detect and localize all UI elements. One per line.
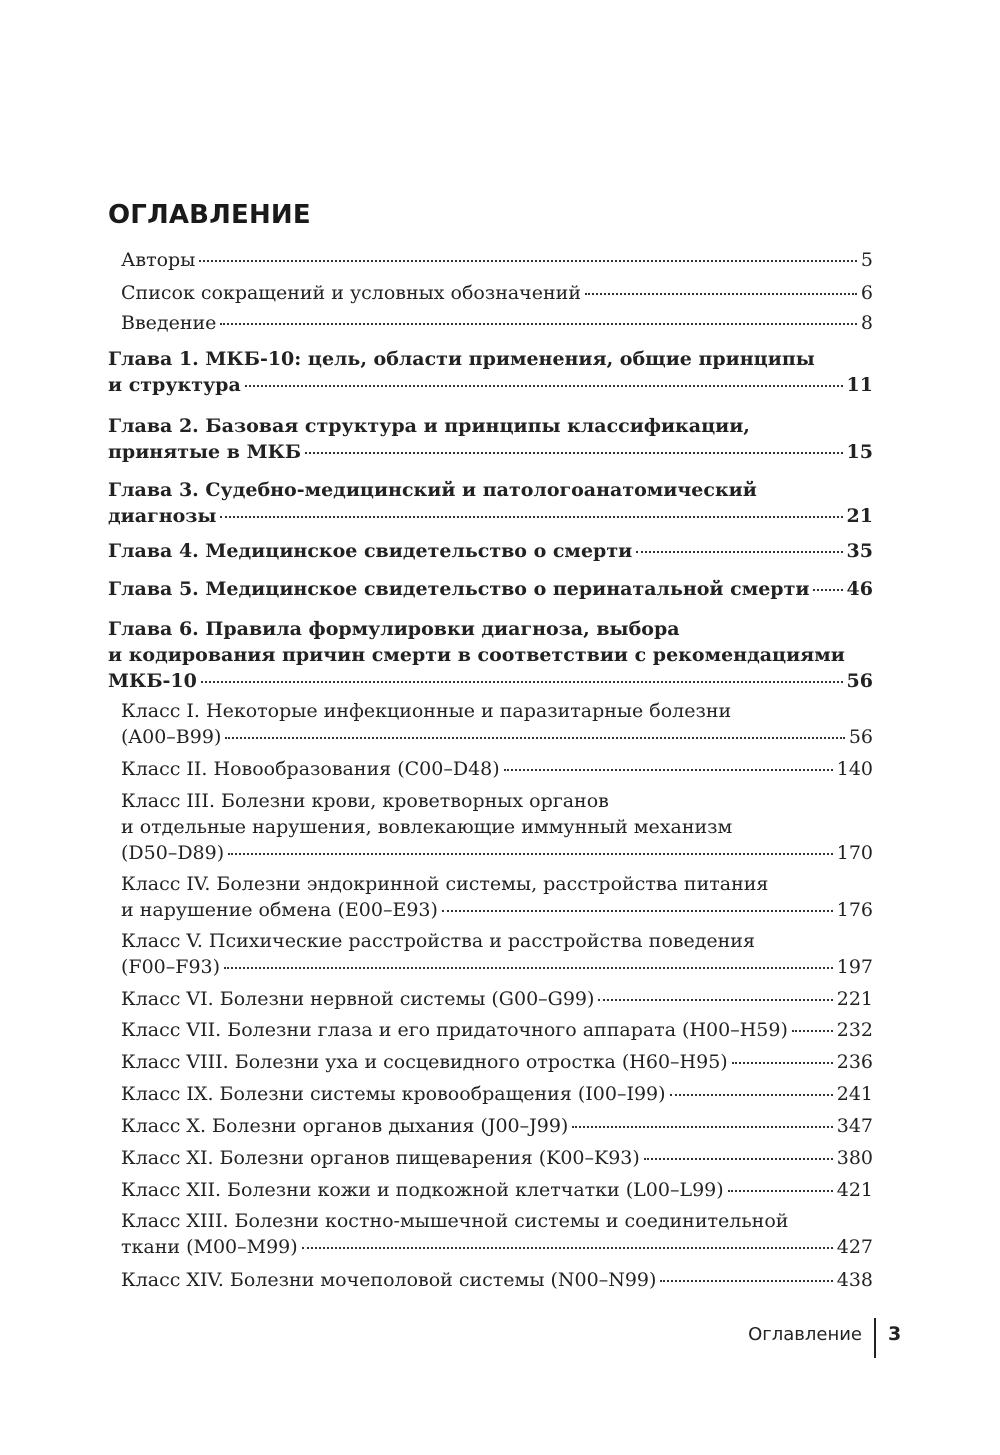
toc-entry-text: Введение	[121, 312, 217, 334]
toc-chapter-entry	[108, 616, 873, 694]
dot-leader	[792, 1029, 833, 1032]
dot-leader	[636, 550, 842, 553]
dot-leader	[225, 736, 844, 739]
toc-entry	[121, 1177, 873, 1203]
toc-entry-text: Класс XIV. Болезни мочеполовой системы (N00–N99)	[121, 1269, 657, 1291]
toc-entry	[121, 871, 873, 923]
toc-entry-text: и кодирования причин смерти в соответствии с рекомендациями	[108, 644, 845, 666]
toc-page-number: 21	[846, 505, 873, 527]
toc-entry-text: Глава 1. МКБ-10: цель, области применения, общие принципы	[108, 348, 815, 370]
toc-page-number: 11	[846, 374, 873, 396]
dot-leader	[660, 1279, 832, 1282]
dot-leader	[598, 998, 832, 1001]
toc-entry-text: Глава 3. Судебно-медицинский и патологоанатомический	[108, 479, 757, 501]
toc-page-number: 56	[848, 726, 873, 748]
toc-entry	[121, 280, 873, 306]
toc-page-number: 46	[846, 578, 873, 600]
dot-leader	[670, 1093, 833, 1096]
toc-page-number: 15	[846, 441, 873, 463]
toc-chapter-entry	[108, 576, 873, 602]
dot-leader	[224, 966, 833, 969]
toc-page-number: 232	[836, 1019, 873, 1041]
dot-leader	[228, 852, 833, 855]
toc-page-number: 8	[860, 312, 873, 334]
toc-entry-text: диагнозы	[108, 505, 217, 527]
toc-entry-text: Класс XIII. Болезни костно-мышечной системы и соединительной	[121, 1210, 789, 1232]
toc-entry-text: и нарушение обмена (E00–E93)	[121, 899, 438, 921]
toc-entry-text: Авторы	[121, 249, 196, 271]
toc-entry-text: Список сокращений и условных обозначений	[121, 282, 581, 304]
toc-entry-text: Глава 6. Правила формулировки диагноза, выбора	[108, 618, 680, 640]
dot-leader	[220, 322, 856, 325]
toc-entry-text: Класс VII. Болезни глаза и его придаточного аппарата (H00–H59)	[121, 1019, 788, 1041]
toc-entry	[121, 1017, 873, 1043]
toc-entry-text: МКБ-10	[108, 670, 197, 692]
toc-page-number: 380	[836, 1147, 873, 1169]
toc-entry	[121, 310, 873, 336]
page-footer	[0, 1318, 1000, 1358]
toc-entry-text: Класс III. Болезни крови, кроветворных органов	[121, 790, 609, 812]
dot-leader	[572, 1125, 832, 1128]
dot-leader	[220, 515, 842, 518]
toc-page-number: 5	[860, 249, 873, 271]
toc-entry	[121, 756, 873, 782]
toc-entry	[121, 1208, 873, 1260]
dot-leader	[199, 259, 857, 262]
toc-entry-text: Класс X. Болезни органов дыхания (J00–J99)	[121, 1115, 569, 1137]
toc-page-number: 221	[836, 988, 873, 1010]
toc-entry	[121, 1081, 873, 1107]
dot-leader	[201, 680, 843, 683]
toc-page-number: 197	[836, 956, 873, 978]
page-number: 3	[888, 1323, 902, 1345]
toc-entry-text: и структура	[108, 374, 241, 396]
toc-entry	[121, 986, 873, 1012]
running-footer-label: Оглавление	[748, 1324, 862, 1345]
toc-entry-text: Класс IV. Болезни эндокринной системы, расстройства питания	[121, 873, 769, 895]
footer-divider	[874, 1318, 876, 1358]
toc-entry-text: Класс VIII. Болезни уха и сосцевидного отростка (H60–H95)	[121, 1051, 728, 1073]
toc-chapter-entry	[108, 538, 873, 564]
toc-entry	[121, 788, 873, 866]
toc-entry-text: (D50–D89)	[121, 842, 225, 864]
toc-entry-text: Класс VI. Болезни нервной системы (G00–G99)	[121, 988, 595, 1010]
toc-page-number: 241	[836, 1083, 873, 1105]
toc-entry-text: принятые в МКБ	[108, 441, 302, 463]
dot-leader	[442, 909, 833, 912]
toc-page-number: 427	[836, 1236, 873, 1258]
dot-leader	[585, 292, 857, 295]
dot-leader	[305, 451, 842, 454]
toc-entry-text: Класс II. Новообразования (C00–D48)	[121, 758, 500, 780]
toc-page-number: 236	[836, 1051, 873, 1073]
dot-leader	[644, 1157, 833, 1160]
toc-page-number: 438	[836, 1269, 873, 1291]
toc-entry-text: и отдельные нарушения, вовлекающие иммунный механизм	[121, 816, 733, 838]
toc-entry-text: Глава 5. Медицинское свидетельство о перинатальной смерти	[108, 578, 810, 600]
dot-leader	[504, 768, 833, 771]
toc-chapter-entry	[108, 413, 873, 465]
toc-entry-text: Глава 4. Медицинское свидетельство о смерти	[108, 540, 633, 562]
toc-entry-text: (F00–F93)	[121, 956, 221, 978]
toc-page-number: 6	[860, 282, 873, 304]
toc-entry	[121, 1113, 873, 1139]
toc-entry	[121, 1145, 873, 1171]
toc-page-number: 421	[836, 1179, 873, 1201]
toc-entry-text: ткани (M00–M99)	[121, 1236, 298, 1258]
dot-leader	[245, 384, 843, 387]
toc-chapter-entry	[108, 346, 873, 398]
toc-chapter-entry	[108, 477, 873, 529]
toc-page-number: 140	[836, 758, 873, 780]
toc-entry-text: (A00–B99)	[121, 726, 222, 748]
toc-page-number: 347	[836, 1115, 873, 1137]
toc-entry	[121, 928, 873, 980]
dot-leader	[732, 1061, 833, 1064]
toc-entry-text: Класс I. Некоторые инфекционные и паразитарные болезни	[121, 700, 732, 722]
toc-entry-text: Класс IX. Болезни системы кровообращения (I00–I99)	[121, 1083, 666, 1105]
toc-entry	[121, 247, 873, 273]
toc-page-number: 170	[836, 842, 873, 864]
toc-entry-text: Глава 2. Базовая структура и принципы классификации,	[108, 415, 750, 437]
toc-page-number: 176	[836, 899, 873, 921]
toc-entry	[121, 698, 873, 750]
toc-page-number: 35	[846, 540, 873, 562]
dot-leader	[813, 588, 842, 591]
toc-entry	[121, 1049, 873, 1075]
page-title: ОГЛАВЛЕНИЕ	[108, 200, 311, 230]
dot-leader	[728, 1189, 833, 1192]
toc-entry-text: Класс XII. Болезни кожи и подкожной клетчатки (L00–L99)	[121, 1179, 724, 1201]
toc-page-number: 56	[846, 670, 873, 692]
toc-entry-text: Класс V. Психические расстройства и расстройства поведения	[121, 930, 755, 952]
toc-entry	[121, 1267, 873, 1293]
toc-entry-text: Класс XI. Болезни органов пищеварения (K00–K93)	[121, 1147, 640, 1169]
dot-leader	[302, 1246, 833, 1249]
